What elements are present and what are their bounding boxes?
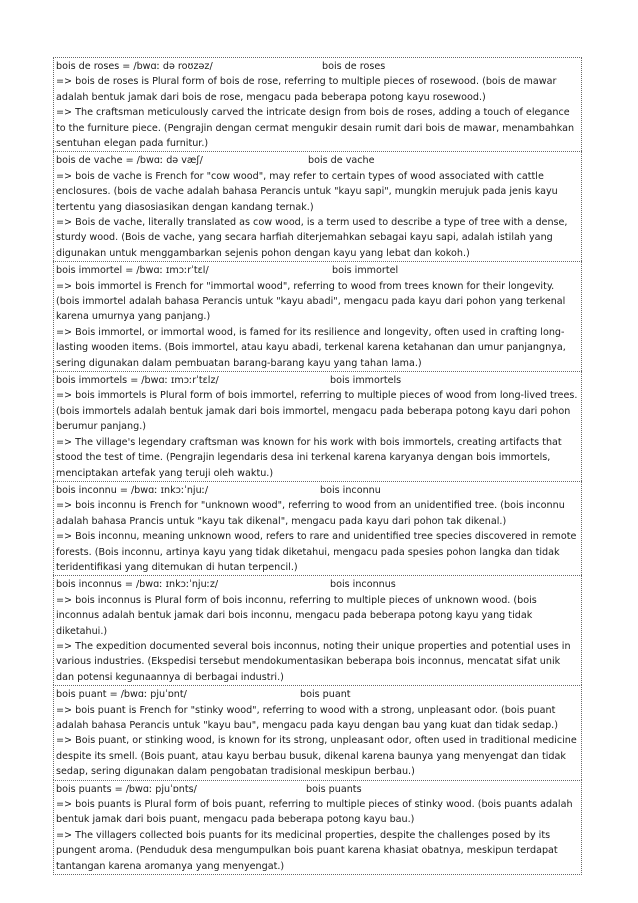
definition: => bois puant is French for "stinky wood", referring to wood with a strong, unpleasant odor. (bois puant adalah bahasa Perancis untuk "kayu bau", mengacu pada kayu dengan bau yang kuat dan tidak sedap.) (56, 704, 558, 731)
definition: => bois inconnu is French for "unknown wood", referring to wood from an unidentified tree. (bois inconnu adalah bahasa Prancis untuk "kayu tak dikenal", mengacu pada kayu dari pohon tak dikenal.) (56, 500, 565, 527)
definition: => bois immortel is French for "immortal wood", referring to wood from trees known for their longevity. (bois immortel adalah bahasa Perancis untuk "kayu abadi", mengacu pada kayu dari pohon yang terkenal karena umurnya yang panjang.) (56, 280, 566, 323)
pronunciation: bois inconnu = /bwɑː ɪnkɔːˈnjuː/ (56, 484, 209, 496)
glossary-entry (53, 780, 582, 875)
headword: bois inconnus (330, 579, 396, 591)
headword: bois de roses (322, 61, 386, 72)
pronunciation: bois inconnus = /bwɑː ɪnkɔːˈnjuːz/ (56, 579, 219, 591)
entry-header (56, 782, 579, 797)
pronunciation: bois immortel = /bwɑː ɪmɔːrˈtɛl/ (56, 265, 209, 277)
entry-header (56, 373, 579, 388)
definition: => bois de roses is Plural form of bois de rose, referring to multiple pieces of rosewood. (bois de mawar adalah bentuk jamak dari bois de rose, mengacu pada beberapa potong kayu rosewood.) (56, 76, 557, 103)
glossary-page (53, 57, 582, 875)
definition: => bois immortels is Plural form of bois immortel, referring to multiple pieces of wood from long-lived trees. (bois immortels adalah bentuk jamak dari bois immortel, mengacu pada beberapa potong kayu dari pohon berumur panjang.) (56, 390, 578, 433)
glossary-entry (53, 57, 582, 151)
glossary-entry (53, 685, 582, 779)
headword: bois immortel (332, 265, 399, 277)
example: => The craftsman meticulously carved the intricate design from bois de roses, adding a touch of elegance to the furniture piece. (Pengrajin dengan cermat mengukir desain rumit dari bois de mawar, menambahkan sentuhan elegan pada furnitur.) (56, 107, 575, 150)
entry-header (56, 483, 579, 498)
pronunciation: bois puant = /bwɑː pjuˈɒnt/ (56, 689, 187, 701)
headword: bois immortels (330, 375, 402, 387)
pronunciation: bois puants = /bwɑː pjuˈɒnts/ (56, 783, 197, 795)
entry-header (56, 153, 579, 168)
example: => Bois de vache, literally translated as cow wood, is a term used to describe a type of tree with a dense, sturdy wood. (Bois de vache, yang secara harfiah diterjemahkan sebagai kayu sapi, adalah istilah yang digunakan untuk menggambarkan sejenis pohon dengan kayu yang lebat dan kokoh.) (56, 217, 568, 259)
headword: bois puant (300, 689, 351, 701)
example: => The expedition documented several bois inconnus, noting their unique properties and potential uses in various industries. (Ekspedisi tersebut mendokumentasikan beberapa bois inconnus, mencatat sifat unik dan potensi kegunaannya di berbagai industri.) (56, 640, 571, 683)
entry-header (56, 577, 579, 592)
glossary-entry (53, 481, 582, 575)
glossary-entry (53, 575, 582, 685)
entry-header (56, 687, 579, 702)
headword: bois puants (306, 783, 362, 795)
example: => The village's legendary craftsman was known for his work with bois immortels, creating artifacts that stood the test of time. (Pengrajin legendaris desa ini terkenal karena karyanya dengan bois immortels, menciptakan artefak yang teruji oleh waktu.) (56, 436, 562, 479)
entry-header (56, 59, 579, 74)
glossary-entry (53, 261, 582, 371)
definition: => bois de vache is French for "cow wood", may refer to certain types of wood associated with cattle enclosures. (bois de vache adalah bahasa Perancis untuk "kayu sapi", mungkin merujuk pada jenis kayu tertentu yang diasosiasikan dengan kandang ternak.) (56, 170, 558, 213)
example: => Bois immortel, or immortal wood, is famed for its resilience and longevity, often used in crafting long-lasting wooden items. (Bois immortel, atau kayu abadi, terkenal karena ketahanan dan umur panjangnya, sering digunakan dalam pembuatan barang-barang kayu yang tahan lama.) (56, 326, 566, 369)
definition: => bois inconnus is Plural form of bois inconnu, referring to multiple pieces of unknown wood. (bois inconnus adalah bentuk jamak dari bois inconnu, mengacu pada beberapa potong kayu yang tidak diketahui.) (56, 594, 537, 637)
headword: bois de vache (308, 155, 375, 167)
glossary-entry (53, 151, 582, 261)
entry-header (56, 263, 579, 278)
example: => Bois inconnu, meaning unknown wood, refers to rare and unidentified tree species discovered in remote forests. (Bois inconnu, artinya kayu yang tidak diketahui, mengacu pada spesies pohon langka dan tidak teridentifikasi yang ditemukan di hutan terpencil.) (56, 531, 577, 573)
example: => The villagers collected bois puants for its medicinal properties, despite the challenges posed by its pungent aroma. (Penduduk desa mengumpulkan bois puant karena khasiat obatnya, meskipun terdapat tantangan karena aromanya yang menyengat.) (56, 829, 558, 872)
headword: bois inconnu (320, 484, 381, 496)
pronunciation: bois immortels = /bwɑː ɪmɔːrˈtɛlz/ (56, 375, 219, 387)
pronunciation: bois de roses = /bwɑː də roʊzəz/ (56, 61, 213, 72)
example: => Bois puant, or stinking wood, is known for its strong, unpleasant odor, often used in traditional medicine despite its smell. (Bois puant, atau kayu berbau busuk, dikenal karena baunya yang menyengat dan tidak sedap, sering digunakan dalam pengobatan tradisional meskipun berbau.) (56, 735, 577, 778)
pronunciation: bois de vache = /bwɑː də væʃ/ (56, 155, 203, 167)
definition: => bois puants is Plural form of bois puant, referring to multiple pieces of stinky wood. (bois puants adalah bentuk jamak dari bois puant, mengacu pada beberapa potong kayu bau.) (56, 798, 573, 826)
glossary-entry (53, 371, 582, 481)
